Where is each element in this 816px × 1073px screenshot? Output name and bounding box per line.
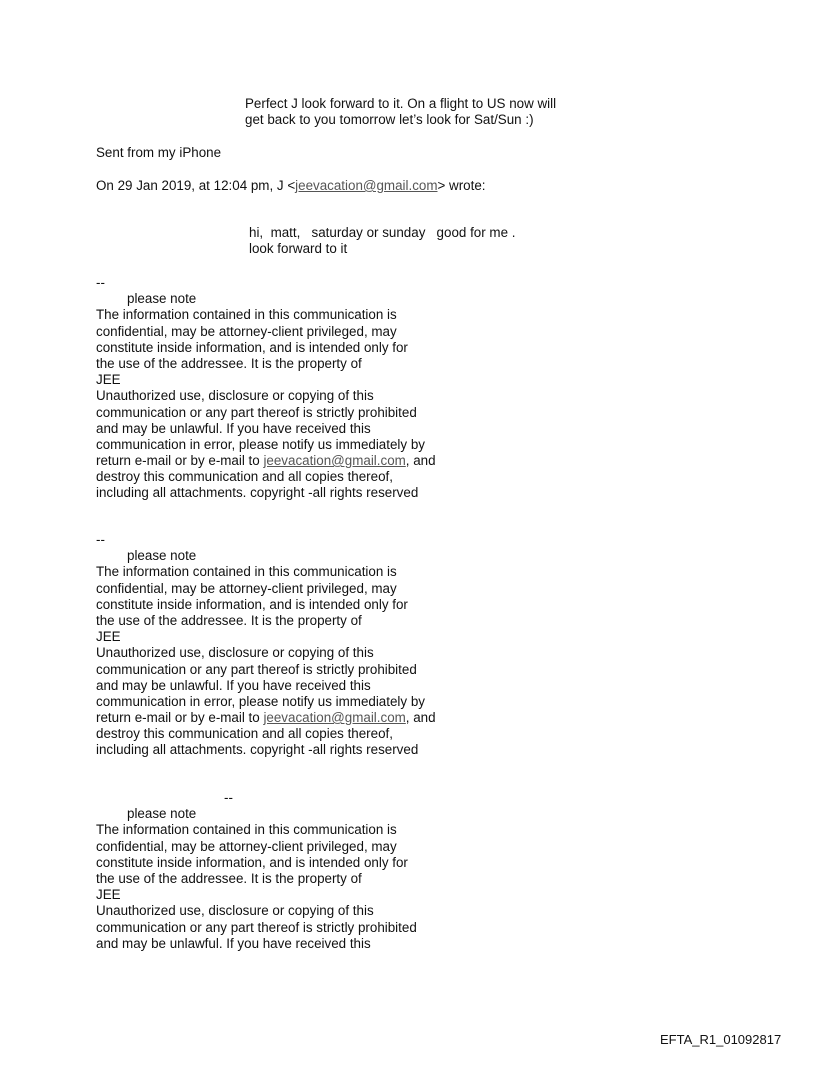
reply-message xyxy=(245,96,556,128)
reply-line: Perfect J look forward to it. On a flight to US now will xyxy=(245,96,557,111)
quote-header-suffix: > wrote: xyxy=(437,178,486,193)
disclaimer-block xyxy=(96,275,436,502)
disclaimer-line xyxy=(96,453,436,469)
email-link[interactable]: jeevacation@gmail.com xyxy=(263,453,406,469)
disclaimer-heading: please note xyxy=(127,548,197,564)
disclaimer-line: Unauthorized use, disclosure or copying of this xyxy=(96,645,374,661)
bates-number: EFTA_R1_01092817 xyxy=(660,1032,782,1047)
return-prefix: return e-mail or by e-mail to xyxy=(96,710,264,726)
quote-header xyxy=(96,178,486,194)
return-prefix: return e-mail or by e-mail to xyxy=(96,453,264,469)
disclaimer-block xyxy=(96,532,436,759)
separator: -- xyxy=(224,790,233,805)
reply-line: get back to you tomorrow let’s look for Sat/Sun :) xyxy=(245,112,534,128)
disclaimer-line: and may be unlawful. If you have received this xyxy=(96,677,371,693)
disclaimer-line: JEE xyxy=(96,629,121,645)
quote-header-prefix: On 29 Jan 2019, at 12:04 pm, J < xyxy=(96,178,296,193)
return-suffix: , and xyxy=(405,710,436,726)
disclaimer-line: Unauthorized use, disclosure or copying of this xyxy=(96,388,374,404)
quoted-line: hi, matt, saturday or sunday good for me . xyxy=(249,225,516,240)
disclaimer-line: Unauthorized use, disclosure or copying of this xyxy=(96,903,374,919)
disclaimer-line xyxy=(96,710,436,726)
disclaimer-line: the use of the addressee. It is the property of xyxy=(96,612,362,628)
disclaimer-line: The information contained in this communication is xyxy=(96,307,397,323)
disclaimer-line: constitute inside information, and is intended only for xyxy=(96,339,408,355)
disclaimer-line: destroy this communication and all copies thereof, xyxy=(96,726,393,742)
disclaimer-line: confidential, may be attorney-client privileged, may xyxy=(96,323,397,339)
disclaimer-line: the use of the addressee. It is the property of xyxy=(96,355,362,371)
disclaimer-line: and may be unlawful. If you have received this xyxy=(96,935,371,951)
email-link[interactable]: jeevacation@gmail.com xyxy=(263,710,406,726)
disclaimer-line: communication in error, please notify us immediately by xyxy=(96,436,425,452)
disclaimer-line: the use of the addressee. It is the property of xyxy=(96,870,362,886)
disclaimer-line: communication or any part thereof is strictly prohibited xyxy=(96,661,417,677)
disclaimer-line: JEE xyxy=(96,887,121,903)
disclaimer-line: confidential, may be attorney-client privileged, may xyxy=(96,580,397,596)
disclaimer-line: communication or any part thereof is strictly prohibited xyxy=(96,919,417,935)
return-suffix: , and xyxy=(405,453,436,469)
disclaimer-line: The information contained in this communication is xyxy=(96,564,397,580)
disclaimer-line: destroy this communication and all copies thereof, xyxy=(96,469,393,485)
email-link[interactable]: jeevacation@gmail.com xyxy=(295,178,438,193)
disclaimer-heading: please note xyxy=(127,806,197,822)
quoted-message xyxy=(249,225,515,257)
disclaimer-line: including all attachments. copyright -all rights reserved xyxy=(96,485,419,501)
disclaimer-line: communication in error, please notify us immediately by xyxy=(96,693,425,709)
disclaimer-line: constitute inside information, and is intended only for xyxy=(96,596,408,612)
disclaimer-line: The information contained in this communication is xyxy=(96,822,397,838)
disclaimer-block xyxy=(96,790,417,952)
disclaimer-heading: please note xyxy=(127,291,197,307)
quoted-line: look forward to it xyxy=(249,241,348,257)
separator: -- xyxy=(96,532,105,547)
separator: -- xyxy=(96,275,105,290)
disclaimer-line: and may be unlawful. If you have received this xyxy=(96,420,371,436)
disclaimer-line: communication or any part thereof is strictly prohibited xyxy=(96,404,417,420)
disclaimer-line: constitute inside information, and is intended only for xyxy=(96,854,408,870)
disclaimer-line: including all attachments. copyright -all rights reserved xyxy=(96,742,419,758)
signature: Sent from my iPhone xyxy=(96,145,222,160)
disclaimer-line: JEE xyxy=(96,372,121,388)
disclaimer-line: confidential, may be attorney-client privileged, may xyxy=(96,838,397,854)
